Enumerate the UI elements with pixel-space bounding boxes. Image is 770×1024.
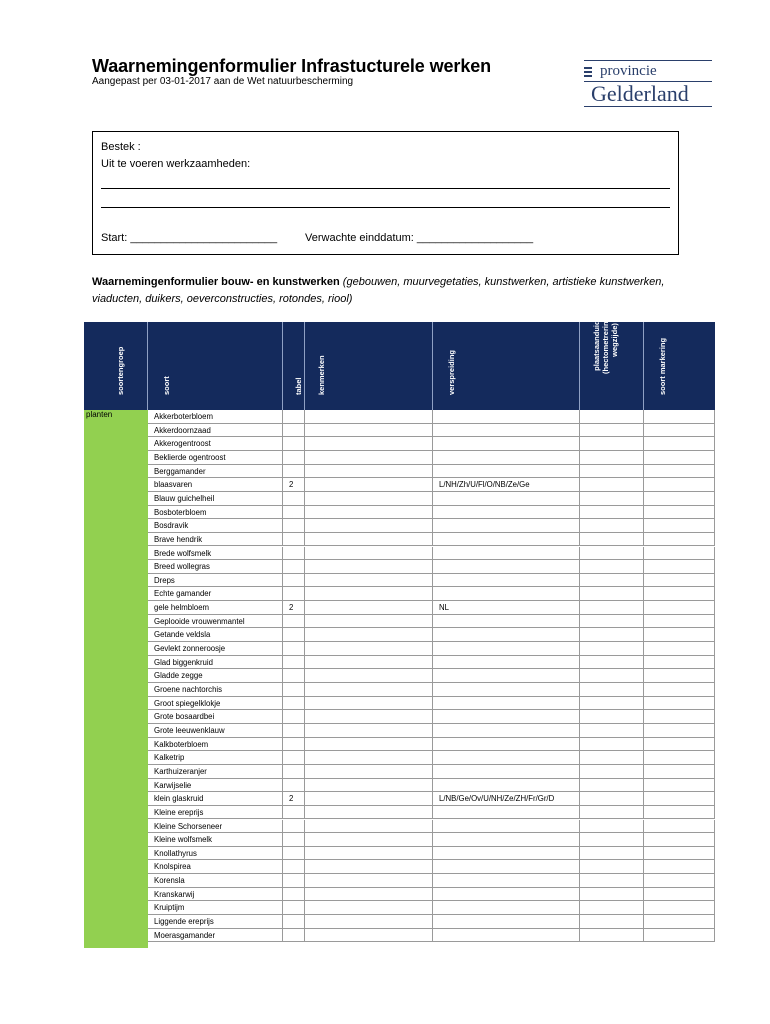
- cell-soort: Blauw guichelheil: [148, 492, 283, 506]
- section-title-bold: Waarnemingenformulier bouw- en kunstwerken: [92, 276, 340, 288]
- cell-kenmerken[interactable]: [305, 547, 433, 561]
- cell-plaats[interactable]: [580, 806, 644, 820]
- cell-verspreiding: [433, 410, 580, 424]
- col-header-verspreiding: verspreiding: [433, 322, 580, 410]
- cell-markering[interactable]: [644, 860, 715, 874]
- cell-soort: Kranskarwij: [148, 888, 283, 902]
- table-row: [148, 656, 715, 670]
- cell-markering[interactable]: [644, 779, 715, 793]
- cell-tabel: [283, 628, 305, 642]
- cell-kenmerken[interactable]: [305, 697, 433, 711]
- table-row: [148, 765, 715, 779]
- cell-plaats[interactable]: [580, 929, 644, 943]
- cell-kenmerken[interactable]: [305, 710, 433, 724]
- cell-kenmerken[interactable]: [305, 642, 433, 656]
- cell-plaats[interactable]: [580, 860, 644, 874]
- table-row: [148, 847, 715, 861]
- table-row: [148, 901, 715, 915]
- col-header-plaatsaanduiding: plaatsaanduiding (hectometrering en wegzijde): [580, 322, 644, 410]
- cell-plaats[interactable]: [580, 874, 644, 888]
- cell-kenmerken[interactable]: [305, 792, 433, 806]
- cell-verspreiding: [433, 506, 580, 520]
- cell-kenmerken[interactable]: [305, 560, 433, 574]
- cell-markering[interactable]: [644, 765, 715, 779]
- cell-soort: Karthuizeranjer: [148, 765, 283, 779]
- cell-tabel: [283, 424, 305, 438]
- cell-markering[interactable]: [644, 465, 715, 479]
- cell-plaats[interactable]: [580, 574, 644, 588]
- cell-plaats[interactable]: [580, 915, 644, 929]
- cell-kenmerken[interactable]: [305, 915, 433, 929]
- cell-kenmerken[interactable]: [305, 492, 433, 506]
- table-row: [148, 860, 715, 874]
- table-row: [148, 929, 715, 943]
- cell-verspreiding: [433, 901, 580, 915]
- group-column: [84, 410, 148, 948]
- cell-kenmerken[interactable]: [305, 587, 433, 601]
- cell-soort: Kleine wolfsmelk: [148, 833, 283, 847]
- cell-soort: gele helmbloem: [148, 601, 283, 615]
- cell-plaats[interactable]: [580, 547, 644, 561]
- cell-verspreiding: [433, 424, 580, 438]
- cell-soort: Gladde zegge: [148, 669, 283, 683]
- cell-kenmerken[interactable]: [305, 806, 433, 820]
- cell-plaats[interactable]: [580, 724, 644, 738]
- cell-plaats[interactable]: [580, 820, 644, 834]
- cell-plaats[interactable]: [580, 410, 644, 424]
- cell-soort: Kalkboterbloem: [148, 738, 283, 752]
- table-row: [148, 465, 715, 479]
- cell-plaats[interactable]: [580, 492, 644, 506]
- start-field[interactable]: Start: ________________________: [101, 232, 278, 244]
- cell-tabel: [283, 833, 305, 847]
- cell-soort: Akkerogentroost: [148, 437, 283, 451]
- cell-verspreiding: [433, 560, 580, 574]
- table-row: [148, 710, 715, 724]
- cell-markering[interactable]: [644, 519, 715, 533]
- cell-tabel: [283, 847, 305, 861]
- cell-plaats[interactable]: [580, 901, 644, 915]
- cell-kenmerken[interactable]: [305, 656, 433, 670]
- cell-tabel: [283, 451, 305, 465]
- cell-verspreiding: [433, 874, 580, 888]
- cell-verspreiding: [433, 710, 580, 724]
- cell-tabel: [283, 697, 305, 711]
- cell-soort: Akkerboterbloem: [148, 410, 283, 424]
- cell-soort: Akkerdoornzaad: [148, 424, 283, 438]
- bestek-label: Bestek :: [101, 141, 141, 153]
- cell-soort: Bosboterbloem: [148, 506, 283, 520]
- cell-soort: Gevlekt zonneroosje: [148, 642, 283, 656]
- cell-soort: Grote leeuwenklauw: [148, 724, 283, 738]
- cell-soort: Brave hendrik: [148, 533, 283, 547]
- table-row: [148, 506, 715, 520]
- cell-verspreiding: [433, 547, 580, 561]
- cell-plaats[interactable]: [580, 656, 644, 670]
- cell-markering[interactable]: [644, 451, 715, 465]
- cell-plaats[interactable]: [580, 833, 644, 847]
- col-header-kenmerken: kenmerken: [305, 322, 433, 410]
- cell-markering[interactable]: [644, 888, 715, 902]
- cell-soort: Liggende ereprijs: [148, 915, 283, 929]
- cell-markering[interactable]: [644, 424, 715, 438]
- cell-plaats[interactable]: [580, 847, 644, 861]
- cell-markering[interactable]: [644, 806, 715, 820]
- table-row: [148, 792, 715, 806]
- cell-plaats[interactable]: [580, 519, 644, 533]
- cell-markering[interactable]: [644, 833, 715, 847]
- cell-tabel: [283, 615, 305, 629]
- logo-line-2: Gelderland: [591, 81, 689, 106]
- cell-markering[interactable]: [644, 738, 715, 752]
- cell-markering[interactable]: [644, 820, 715, 834]
- cell-verspreiding: [433, 724, 580, 738]
- cell-plaats[interactable]: [580, 683, 644, 697]
- cell-markering[interactable]: [644, 847, 715, 861]
- table-row: [148, 451, 715, 465]
- cell-markering[interactable]: [644, 437, 715, 451]
- werkzaamheden-line-1[interactable]: [101, 188, 670, 189]
- cell-markering[interactable]: [644, 901, 715, 915]
- cell-plaats[interactable]: [580, 465, 644, 479]
- cell-tabel: [283, 765, 305, 779]
- table-row: [148, 738, 715, 752]
- cell-kenmerken[interactable]: [305, 724, 433, 738]
- col-header-soortengroep: soortengroep: [84, 322, 148, 410]
- cell-verspreiding: [433, 738, 580, 752]
- cell-soort: Groot spiegelklokje: [148, 697, 283, 711]
- cell-soort: Echte gamander: [148, 587, 283, 601]
- cell-plaats[interactable]: [580, 669, 644, 683]
- cell-tabel: [283, 724, 305, 738]
- cell-soort: Korensla: [148, 874, 283, 888]
- cell-verspreiding: [433, 492, 580, 506]
- cell-kenmerken[interactable]: [305, 874, 433, 888]
- cell-verspreiding: NL: [433, 601, 580, 615]
- col-header-tabel: tabel: [283, 322, 305, 410]
- cell-markering[interactable]: [644, 601, 715, 615]
- cell-verspreiding: [433, 929, 580, 943]
- table-row: [148, 410, 715, 424]
- cell-plaats[interactable]: [580, 601, 644, 615]
- cell-soort: Kalketrip: [148, 751, 283, 765]
- cell-kenmerken[interactable]: [305, 901, 433, 915]
- cell-kenmerken[interactable]: [305, 860, 433, 874]
- page-title: Waarnemingenformulier Infrastucturele werken: [92, 56, 492, 76]
- cell-soort: Kleine ereprijs: [148, 806, 283, 820]
- cell-markering[interactable]: [644, 506, 715, 520]
- cell-tabel: [283, 915, 305, 929]
- cell-kenmerken[interactable]: [305, 451, 433, 465]
- cell-plaats[interactable]: [580, 424, 644, 438]
- cell-markering[interactable]: [644, 724, 715, 738]
- table-row: [148, 806, 715, 820]
- cell-markering[interactable]: [644, 929, 715, 943]
- table-row: [148, 874, 715, 888]
- cell-verspreiding: [433, 683, 580, 697]
- table-row: [148, 560, 715, 574]
- cell-soort: Moerasgamander: [148, 929, 283, 943]
- cell-plaats[interactable]: [580, 779, 644, 793]
- cell-verspreiding: [433, 642, 580, 656]
- cell-markering[interactable]: [644, 533, 715, 547]
- table-row: [148, 424, 715, 438]
- cell-soort: klein glaskruid: [148, 792, 283, 806]
- cell-soort: Groene nachtorchis: [148, 683, 283, 697]
- table-row: [148, 820, 715, 834]
- table-row: [148, 437, 715, 451]
- cell-tabel: [283, 560, 305, 574]
- provincie-gelderland-logo: [584, 60, 714, 108]
- logo-bars-icon: [584, 67, 592, 79]
- cell-kenmerken[interactable]: [305, 820, 433, 834]
- cell-plaats[interactable]: [580, 738, 644, 752]
- cell-verspreiding: [433, 669, 580, 683]
- cell-markering[interactable]: [644, 574, 715, 588]
- cell-plaats[interactable]: [580, 587, 644, 601]
- cell-tabel: [283, 901, 305, 915]
- col-header-soort: soort: [148, 322, 283, 410]
- cell-verspreiding: [433, 888, 580, 902]
- cell-verspreiding: [433, 806, 580, 820]
- cell-soort: Bosdravik: [148, 519, 283, 533]
- table-row: [148, 724, 715, 738]
- cell-tabel: [283, 710, 305, 724]
- table-header: [84, 306, 715, 410]
- cell-kenmerken[interactable]: [305, 833, 433, 847]
- cell-verspreiding: [433, 587, 580, 601]
- einddatum-field[interactable]: Verwachte einddatum: ___________________: [305, 232, 534, 244]
- cell-plaats[interactable]: [580, 792, 644, 806]
- cell-soort: Geplooide vrouwenmantel: [148, 615, 283, 629]
- cell-kenmerken[interactable]: [305, 437, 433, 451]
- logo-line-1: provincie: [600, 63, 657, 79]
- cell-plaats[interactable]: [580, 437, 644, 451]
- cell-tabel: [283, 437, 305, 451]
- cell-markering[interactable]: [644, 710, 715, 724]
- cell-verspreiding: L/NB/Ge/Ov/U/NH/Ze/ZH/Fr/Gr/D: [433, 792, 580, 806]
- cell-soort: Dreps: [148, 574, 283, 588]
- cell-plaats[interactable]: [580, 888, 644, 902]
- cell-kenmerken[interactable]: [305, 533, 433, 547]
- table-row: [148, 547, 715, 561]
- cell-kenmerken[interactable]: [305, 519, 433, 533]
- table-row: [148, 888, 715, 902]
- cell-verspreiding: [433, 519, 580, 533]
- cell-soort: Berggamander: [148, 465, 283, 479]
- cell-tabel: [283, 779, 305, 793]
- cell-kenmerken[interactable]: [305, 601, 433, 615]
- werkzaamheden-line-2[interactable]: [101, 207, 670, 208]
- cell-kenmerken[interactable]: [305, 410, 433, 424]
- cell-markering[interactable]: [644, 751, 715, 765]
- cell-soort: Glad biggenkruid: [148, 656, 283, 670]
- table-row: [148, 601, 715, 615]
- cell-verspreiding: [433, 615, 580, 629]
- cell-markering[interactable]: [644, 697, 715, 711]
- cell-tabel: [283, 547, 305, 561]
- cell-tabel: [283, 656, 305, 670]
- cell-plaats[interactable]: [580, 710, 644, 724]
- cell-kenmerken[interactable]: [305, 738, 433, 752]
- cell-kenmerken[interactable]: [305, 779, 433, 793]
- cell-markering[interactable]: [644, 492, 715, 506]
- table-row: [148, 533, 715, 547]
- cell-verspreiding: [433, 628, 580, 642]
- cell-kenmerken[interactable]: [305, 669, 433, 683]
- cell-verspreiding: [433, 751, 580, 765]
- group-label: planten: [86, 410, 113, 419]
- cell-tabel: [283, 860, 305, 874]
- cell-tabel: [283, 574, 305, 588]
- cell-kenmerken[interactable]: [305, 615, 433, 629]
- cell-tabel: [283, 519, 305, 533]
- cell-tabel: [283, 751, 305, 765]
- cell-kenmerken[interactable]: [305, 506, 433, 520]
- table-row: [148, 519, 715, 533]
- table-row: [148, 697, 715, 711]
- cell-markering[interactable]: [644, 683, 715, 697]
- cell-verspreiding: [433, 697, 580, 711]
- cell-verspreiding: [433, 860, 580, 874]
- cell-soort: Beklierde ogentroost: [148, 451, 283, 465]
- table-row: [148, 574, 715, 588]
- cell-tabel: [283, 410, 305, 424]
- cell-tabel: [283, 465, 305, 479]
- cell-markering[interactable]: [644, 874, 715, 888]
- cell-verspreiding: [433, 833, 580, 847]
- cell-verspreiding: L/NH/Zh/U/Fl/O/NB/Ze/Ge: [433, 478, 580, 492]
- cell-plaats[interactable]: [580, 533, 644, 547]
- cell-tabel: 2: [283, 601, 305, 615]
- cell-soort: Knollathyrus: [148, 847, 283, 861]
- cell-markering[interactable]: [644, 615, 715, 629]
- col-header-soort-markering: soort markering: [658, 337, 667, 395]
- cell-verspreiding: [433, 820, 580, 834]
- table-row: [148, 779, 715, 793]
- cell-soort: Knolspirea: [148, 860, 283, 874]
- cell-kenmerken[interactable]: [305, 888, 433, 902]
- section-title-italic: (gebouwen, muurvegetaties, kunstwerken, artistieke kunstwerken, viaducten, duikers, oeverconstructies, rotondes, riool): [92, 276, 665, 305]
- cell-soort: Kleine Schorseneer: [148, 820, 283, 834]
- cell-tabel: [283, 533, 305, 547]
- project-info-box: [92, 131, 679, 255]
- cell-kenmerken[interactable]: [305, 765, 433, 779]
- cell-tabel: [283, 492, 305, 506]
- cell-markering[interactable]: [644, 547, 715, 561]
- cell-kenmerken[interactable]: [305, 628, 433, 642]
- cell-tabel: [283, 669, 305, 683]
- cell-verspreiding: [433, 765, 580, 779]
- cell-tabel: [283, 738, 305, 752]
- table-row: [148, 669, 715, 683]
- cell-kenmerken[interactable]: [305, 424, 433, 438]
- cell-tabel: [283, 888, 305, 902]
- cell-markering[interactable]: [644, 478, 715, 492]
- cell-soort: Kruiptijm: [148, 901, 283, 915]
- cell-tabel: [283, 506, 305, 520]
- cell-plaats[interactable]: [580, 751, 644, 765]
- cell-verspreiding: [433, 437, 580, 451]
- cell-tabel: [283, 929, 305, 943]
- cell-plaats[interactable]: [580, 506, 644, 520]
- cell-markering[interactable]: [644, 587, 715, 601]
- cell-verspreiding: [433, 915, 580, 929]
- page-subtitle: Aangepast per 03-01-2017 aan de Wet natuurbescherming: [92, 76, 354, 87]
- cell-plaats[interactable]: [580, 628, 644, 642]
- cell-soort: Grote bosaardbei: [148, 710, 283, 724]
- cell-verspreiding: [433, 533, 580, 547]
- cell-markering[interactable]: [644, 410, 715, 424]
- cell-verspreiding: [433, 451, 580, 465]
- cell-plaats[interactable]: [580, 560, 644, 574]
- cell-tabel: [283, 820, 305, 834]
- cell-markering[interactable]: [644, 669, 715, 683]
- cell-markering[interactable]: [644, 792, 715, 806]
- table-row: [148, 833, 715, 847]
- cell-kenmerken[interactable]: [305, 847, 433, 861]
- cell-tabel: [283, 683, 305, 697]
- cell-kenmerken[interactable]: [305, 574, 433, 588]
- table-row: [148, 478, 715, 492]
- cell-markering[interactable]: [644, 656, 715, 670]
- cell-kenmerken[interactable]: [305, 751, 433, 765]
- cell-plaats[interactable]: [580, 478, 644, 492]
- cell-soort: Karwijselie: [148, 779, 283, 793]
- table-row: [148, 615, 715, 629]
- cell-plaats[interactable]: [580, 642, 644, 656]
- cell-soort: Breed wollegras: [148, 560, 283, 574]
- cell-verspreiding: [433, 779, 580, 793]
- cell-markering[interactable]: [644, 915, 715, 929]
- cell-plaats[interactable]: [580, 697, 644, 711]
- cell-verspreiding: [433, 574, 580, 588]
- table-row: [148, 642, 715, 656]
- table-row: [148, 492, 715, 506]
- cell-kenmerken[interactable]: [305, 683, 433, 697]
- cell-plaats[interactable]: [580, 765, 644, 779]
- table-row: [148, 628, 715, 642]
- cell-tabel: [283, 587, 305, 601]
- table-row: [148, 587, 715, 601]
- table-row: [148, 915, 715, 929]
- cell-markering[interactable]: [644, 628, 715, 642]
- cell-tabel: [283, 806, 305, 820]
- cell-tabel: [283, 642, 305, 656]
- cell-kenmerken[interactable]: [305, 478, 433, 492]
- cell-tabel: 2: [283, 792, 305, 806]
- table-row: [148, 683, 715, 697]
- cell-verspreiding: [433, 847, 580, 861]
- cell-tabel: [283, 874, 305, 888]
- cell-soort: blaasvaren: [148, 478, 283, 492]
- cell-verspreiding: [433, 465, 580, 479]
- cell-soort: Brede wolfsmelk: [148, 547, 283, 561]
- cell-kenmerken[interactable]: [305, 465, 433, 479]
- cell-plaats[interactable]: [580, 615, 644, 629]
- cell-markering[interactable]: [644, 560, 715, 574]
- cell-plaats[interactable]: [580, 451, 644, 465]
- werkzaamheden-label: Uit te voeren werkzaamheden:: [101, 158, 251, 170]
- cell-kenmerken[interactable]: [305, 929, 433, 943]
- cell-verspreiding: [433, 656, 580, 670]
- cell-markering[interactable]: [644, 642, 715, 656]
- cell-tabel: 2: [283, 478, 305, 492]
- cell-soort: Getande veldsla: [148, 628, 283, 642]
- table-row: [148, 751, 715, 765]
